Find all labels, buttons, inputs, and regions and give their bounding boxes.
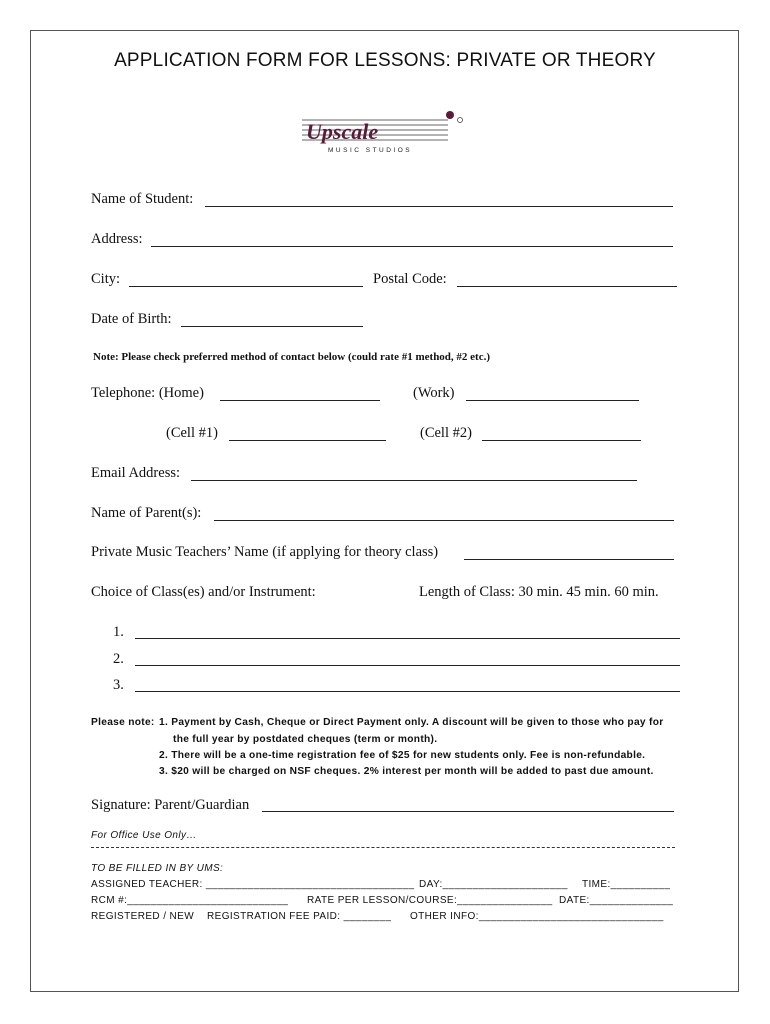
address-line[interactable]	[151, 246, 673, 247]
upscale-logo-graphic	[298, 108, 470, 156]
work-label: (Work)	[413, 385, 455, 401]
teacher-line[interactable]	[464, 559, 674, 560]
time-field[interactable]: TIME:__________	[582, 879, 671, 890]
class-number-1: 1.	[113, 624, 124, 640]
other-info-field[interactable]: OTHER INFO:_______________________________	[410, 911, 664, 922]
work-line[interactable]	[466, 400, 639, 401]
office-divider	[91, 847, 675, 848]
email-line[interactable]	[191, 480, 637, 481]
cell2-line[interactable]	[482, 440, 641, 441]
cell2-label: (Cell #2)	[420, 425, 472, 441]
address-label: Address:	[91, 231, 143, 247]
cell1-label: (Cell #1)	[166, 425, 218, 441]
parents-line[interactable]	[214, 520, 674, 521]
please-note-item: 3. $20 will be charged on NSF cheques. 2% interest per month will be added to past due amount.	[159, 766, 654, 777]
class-line-2[interactable]	[135, 665, 680, 666]
teacher-label: Private Music Teachers’ Name (if applying for theory class)	[91, 544, 439, 560]
telephone-home-label: Telephone: (Home)	[91, 385, 204, 401]
signature-label: Signature: Parent/Guardian	[91, 797, 250, 813]
telephone-home-line[interactable]	[220, 400, 380, 401]
svg-text:Upscale: Upscale	[306, 119, 379, 144]
rate-field[interactable]: RATE PER LESSON/COURSE:________________	[307, 895, 553, 906]
email-label: Email Address:	[91, 465, 181, 481]
to-be-filled-label: TO BE FILLED IN BY UMS:	[91, 863, 224, 874]
assigned-teacher-field[interactable]: ASSIGNED TEACHER: ___________________________________	[91, 879, 415, 890]
svg-text:MUSIC STUDIOS: MUSIC STUDIOS	[328, 147, 413, 154]
class-line-3[interactable]	[135, 691, 680, 692]
rcm-field[interactable]: RCM #:___________________________	[91, 895, 289, 906]
upscale-logo	[298, 108, 470, 156]
class-number-3: 3.	[113, 677, 124, 693]
office-use-label: For Office Use Only…	[91, 830, 197, 841]
please-note-item: the full year by postdated cheques (term or month).	[173, 734, 438, 745]
city-label: City:	[91, 271, 121, 287]
registered-new-field[interactable]: REGISTERED / NEW	[91, 911, 195, 922]
please-note-label: Please note:	[91, 717, 155, 728]
signature-line[interactable]	[262, 811, 674, 812]
dob-label: Date of Birth:	[91, 311, 172, 327]
postal-code-line[interactable]	[457, 286, 677, 287]
form-title: APPLICATION FORM FOR LESSONS: PRIVATE OR THEORY	[114, 50, 656, 71]
day-field[interactable]: DAY:_____________________	[419, 879, 568, 890]
dob-line[interactable]	[181, 326, 363, 327]
contact-note: Note: Please check preferred method of contact below (could rate #1 method, #2 etc.)	[93, 351, 491, 363]
city-line[interactable]	[129, 286, 363, 287]
please-note-item: 2. There will be a one-time registration fee of $25 for new students only. Fee is non-refundable.	[159, 750, 646, 761]
choice-label: Choice of Class(es) and/or Instrument:	[91, 584, 316, 600]
postal-code-label: Postal Code:	[373, 271, 447, 287]
class-line-1[interactable]	[135, 638, 680, 639]
student-name-line[interactable]	[205, 206, 673, 207]
registration-fee-field[interactable]: REGISTRATION FEE PAID: ________	[207, 911, 392, 922]
date-field[interactable]: DATE:______________	[559, 895, 674, 906]
parents-label: Name of Parent(s):	[91, 505, 202, 521]
please-note-item: 1. Payment by Cash, Cheque or Direct Payment only. A discount will be given to those who pay for	[159, 717, 664, 728]
length-label: Length of Class: 30 min. 45 min. 60 min.	[419, 584, 659, 600]
class-number-2: 2.	[113, 651, 124, 667]
student-name-label: Name of Student:	[91, 191, 194, 207]
cell1-line[interactable]	[229, 440, 386, 441]
